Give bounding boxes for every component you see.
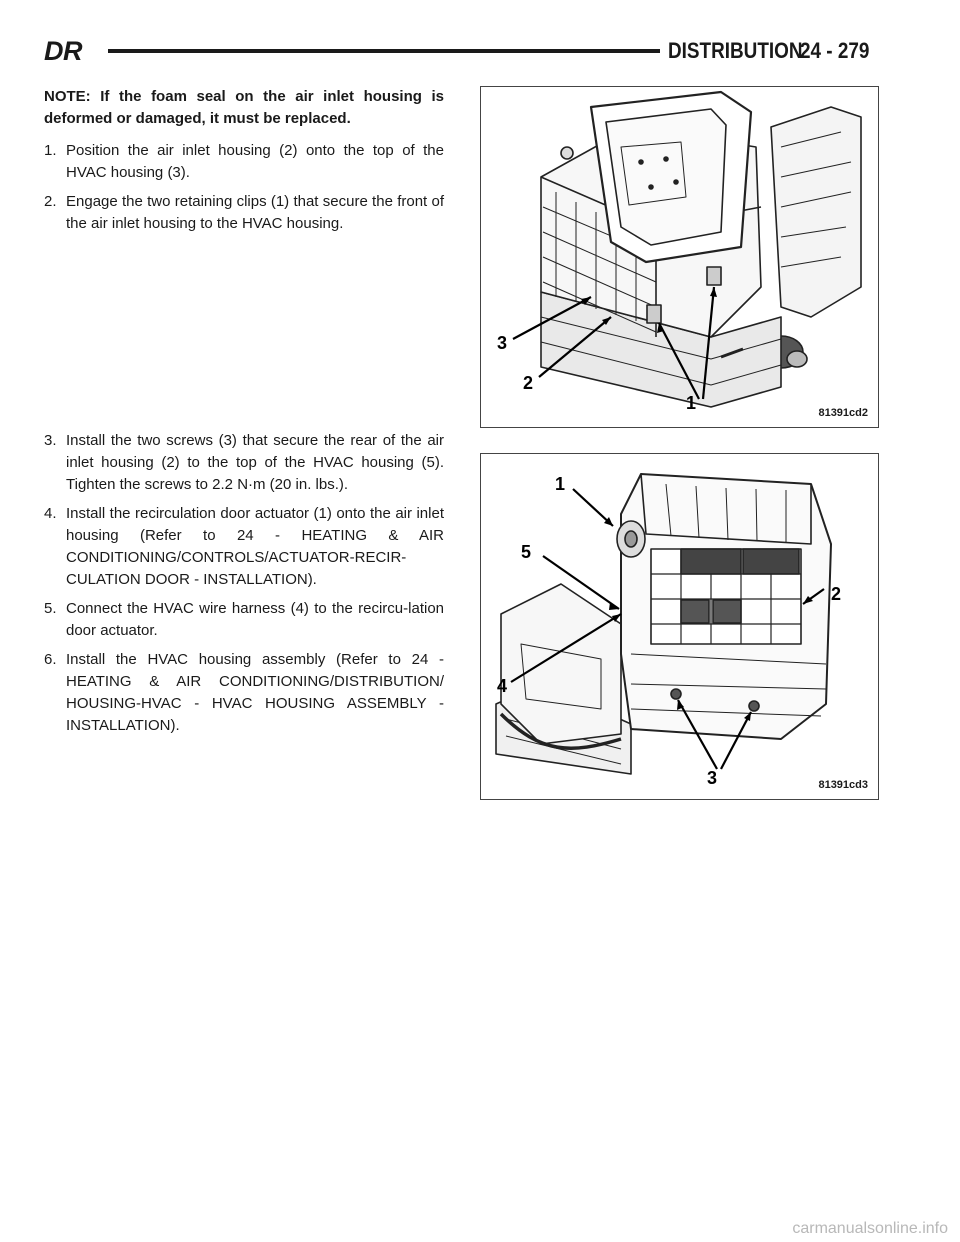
step-number: 5. [44, 600, 57, 617]
callout-3: 3 [707, 768, 718, 788]
step-number: 1. [44, 142, 57, 159]
step-text: Install the recirculation door actuator (1) onto the air inlet housing (Refer to 24 - HEATING & AIR CONDITIONING/CONTROLS/ACTUATOR-RECIR-CULATION DOOR - INSTALLATION). [66, 505, 444, 588]
step-number: 4. [44, 505, 57, 522]
step-item [44, 503, 444, 591]
watermark: carmanualsonline.info [792, 1220, 948, 1237]
step-text: Position the air inlet housing (2) onto the top of the HVAC housing (3). [66, 142, 444, 181]
figure-air-inlet-housing-rear [480, 453, 879, 800]
figure-id: 81391cd2 [818, 407, 868, 419]
step-item [44, 140, 444, 184]
step-text: Engage the two retaining clips (1) that secure the front of the air inlet housing to the HVAC housing. [66, 193, 444, 232]
steps-list-a [44, 140, 444, 242]
step-text: Install the HVAC housing assembly (Refer to 24 - HEATING & AIR CONDITIONING/DISTRIBUTION/ HOUSING-HVAC - HVAC HOUSING ASSEMBLY - INSTALLATION). [66, 651, 444, 734]
header-rule [108, 49, 660, 53]
step-item [44, 649, 444, 737]
step-item [44, 430, 444, 496]
callout-2: 2 [831, 584, 842, 604]
step-number: 2. [44, 193, 57, 210]
callout-3: 3 [497, 333, 508, 353]
header-page-number: 24 - 279 [800, 38, 870, 63]
header-manual-code: DR [44, 36, 82, 66]
step-item [44, 191, 444, 235]
figure-illustration [481, 87, 878, 427]
note-text: NOTE: If the foam seal on the air inlet housing is deformed or damaged, it must be replaced. [44, 88, 444, 127]
callout-4: 4 [497, 676, 508, 696]
callout-2: 2 [523, 373, 534, 393]
figure-id: 81391cd3 [818, 779, 868, 791]
step-number: 6. [44, 651, 57, 668]
steps-list-b [44, 430, 444, 744]
header-section-title: DISTRIBUTION [668, 38, 803, 63]
callout-1: 1 [686, 393, 697, 413]
step-text: Connect the HVAC wire harness (4) to the recircu-lation door actuator. [66, 600, 444, 639]
step-number: 3. [44, 432, 57, 449]
step-item [44, 598, 444, 642]
callout-5: 5 [521, 542, 532, 562]
step-text: Install the two screws (3) that secure the rear of the air inlet housing (2) to the top of the HVAC housing (5). Tighten the screws to 2.2 N·m (20 in. lbs.). [66, 432, 444, 493]
figure-air-inlet-housing [480, 86, 879, 428]
callout-1: 1 [555, 474, 566, 494]
figure-illustration [481, 454, 878, 799]
